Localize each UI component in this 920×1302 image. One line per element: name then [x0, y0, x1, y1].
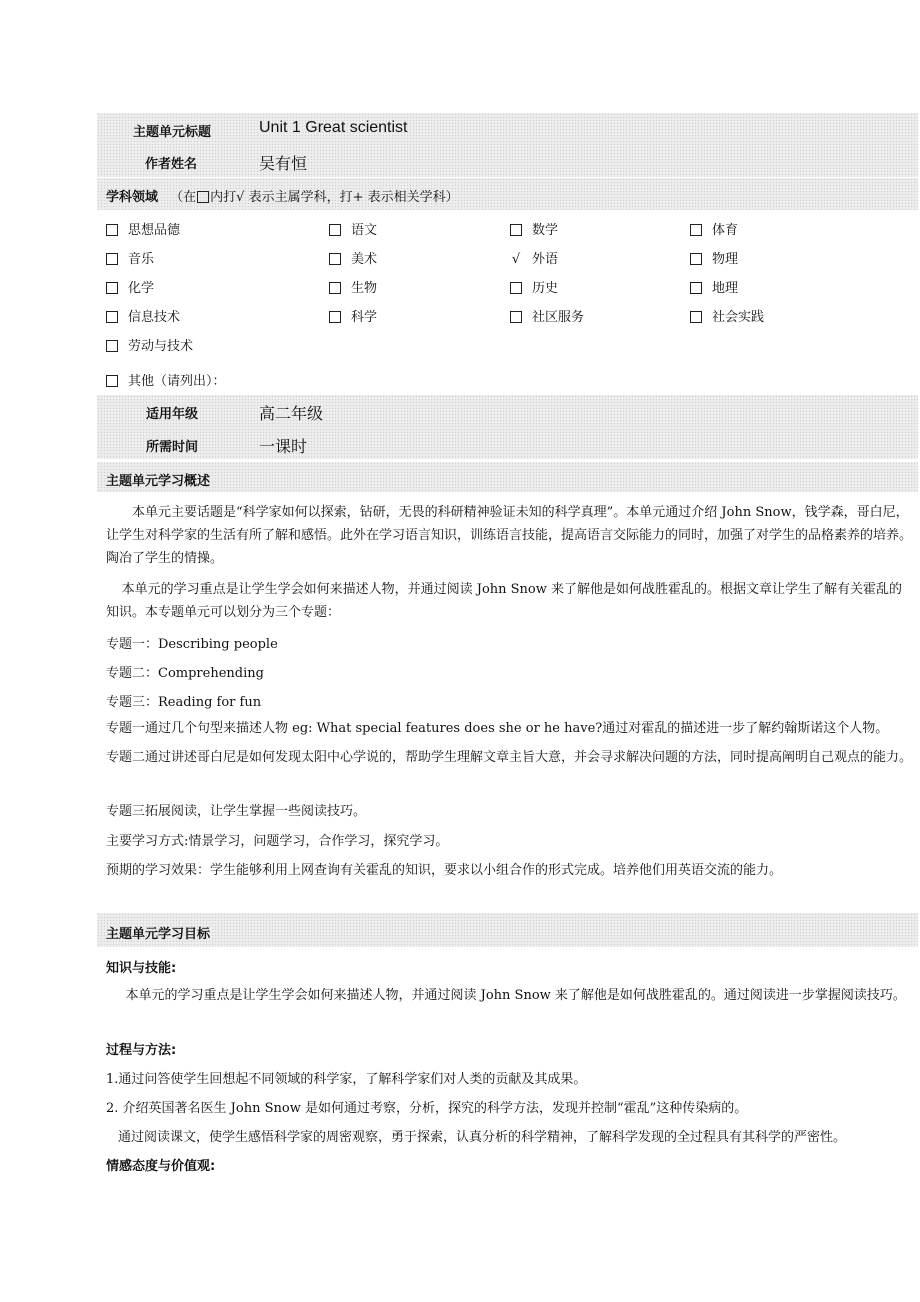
subject-option[interactable]: [510, 219, 558, 238]
learning-methods: 主要学习方式:情景学习，问题学习，合作学习，探究学习。: [106, 834, 449, 849]
subject-option[interactable]: [690, 277, 738, 296]
subject-option-label: 社会实践: [712, 310, 765, 325]
checkbox-icon[interactable]: [106, 282, 118, 294]
checkbox-icon[interactable]: [510, 224, 522, 236]
subject-other-label: 其他（请列出）：: [128, 374, 226, 389]
subject-option[interactable]: [106, 306, 180, 325]
checkbox-icon[interactable]: [690, 224, 702, 236]
subject-option-label: 生物: [351, 281, 378, 296]
subject-option[interactable]: [329, 277, 377, 296]
checkbox-icon[interactable]: [329, 253, 341, 265]
subject-option-label: 外语: [532, 252, 559, 267]
checkbox-icon[interactable]: [690, 282, 702, 294]
subject-option[interactable]: [106, 219, 180, 238]
checkbox-icon[interactable]: [690, 253, 702, 265]
overview-para-1: 本单元主要话题是“科学家如何以探索，钻研，无畏的科研精神验证未知的科学真理”。本单元通过介绍 John Snow，钱学森，哥白尼，让学生对科学家的生活有所了解和感悟。此外在学习语言知识，训练语言技能，提高语言交际能力的同时，加强了对学生的品格素养的培养。陶冶了学生的情操。: [106, 505, 913, 566]
grade-time-shade: [97, 395, 918, 459]
time-label: 所需时间: [146, 440, 199, 455]
topic-3-desc: 专题三拓展阅读，让学生掌握一些阅读技巧。: [106, 804, 367, 819]
process-item-1: 1.通过问答使学生回想起不同领域的科学家，了解科学家们对人类的贡献及其成果。: [106, 1072, 587, 1087]
checkbox-icon[interactable]: [106, 311, 118, 323]
subject-other: [106, 370, 226, 389]
process-item-3: 通过阅读课文，使学生感悟科学家的周密观察，勇于探索，认真分析的科学精神，了解科学发现的全过程具有其科学的严密性。: [118, 1130, 847, 1145]
grade-label: 适用年级: [146, 407, 199, 422]
subject-option[interactable]: [510, 277, 558, 296]
unit-title-value: Unit 1 Great scientist: [259, 119, 408, 136]
checkbox-other[interactable]: [106, 375, 118, 387]
checkmark-icon[interactable]: √: [511, 252, 521, 267]
subject-option-label: 信息技术: [128, 310, 181, 325]
subject-option[interactable]: [329, 248, 377, 267]
checkbox-icon[interactable]: [329, 311, 341, 323]
subject-option[interactable]: [510, 248, 558, 267]
subject-option-label: 思想品德: [128, 223, 181, 238]
subject-option[interactable]: [690, 219, 738, 238]
subject-option[interactable]: [106, 248, 154, 267]
subject-option-label: 美术: [351, 252, 378, 267]
topic-1-desc: 专题一通过几个句型来描述人物 eg: What special features does she or he have?通过对霍乱的描述进一步了解约翰斯诺这个人物。: [106, 721, 889, 736]
goals-heading-shade: [97, 913, 918, 947]
subject-option-label: 历史: [532, 281, 559, 296]
subject-option[interactable]: [106, 277, 154, 296]
subject-option[interactable]: [329, 219, 377, 238]
author-value: 吴有恒: [259, 154, 308, 173]
expected-effect: 预期的学习效果：学生能够利用上网查询有关霍乱的知识，要求以小组合作的形式完成。培养他们用英语交流的能力。: [106, 863, 783, 878]
overview-para-2: 本单元的学习重点是让学生学会如何来描述人物，并通过阅读 John Snow 来了解他是如何战胜霍乱的。根据文章让学生了解有关霍乱的知识。本专题单元可以划分为三个专题：: [106, 582, 903, 620]
subject-option-label: 数学: [532, 223, 559, 238]
goals-heading: 主题单元学习目标: [106, 927, 211, 942]
subject-option-label: 物理: [712, 252, 739, 267]
subject-option[interactable]: [106, 335, 193, 354]
subject-note-before: （在: [170, 190, 197, 205]
subject-option[interactable]: [510, 306, 584, 325]
process-heading: 过程与方法:: [106, 1043, 177, 1058]
subject-option[interactable]: [690, 306, 764, 325]
topic-3: 专题三：Reading for fun: [106, 695, 262, 710]
knowledge-text: 本单元的学习重点是让学生学会如何来描述人物，并通过阅读 John Snow 来了解他是如何战胜霍乱的。通过阅读进一步掌握阅读技巧。: [125, 988, 906, 1003]
subject-option-label: 音乐: [128, 252, 155, 267]
checkbox-sample-icon: [197, 191, 209, 203]
subject-option[interactable]: [690, 248, 738, 267]
checkbox-icon[interactable]: [690, 311, 702, 323]
unit-title-label: 主题单元标题: [133, 125, 212, 140]
subject-option-label: 体育: [712, 223, 739, 238]
subject-option-label: 化学: [128, 281, 155, 296]
checkbox-icon[interactable]: [106, 340, 118, 352]
subject-option-label: 地理: [712, 281, 739, 296]
attitude-heading: 情感态度与价值观:: [106, 1159, 216, 1174]
subject-note-after: 内打√ 表示主属学科，打+ 表示相关学科）: [210, 190, 459, 205]
grade-value: 高二年级: [259, 404, 324, 423]
overview-heading: 主题单元学习概述: [106, 474, 211, 489]
checkbox-icon[interactable]: [510, 282, 522, 294]
knowledge-heading: 知识与技能:: [106, 961, 177, 976]
process-item-2: 2. 介绍英国著名医生 John Snow 是如何通过考察，分析，探究的科学方法，发现并控制“霍乱”这种传染病的。: [106, 1101, 748, 1116]
subject-area-heading: [106, 186, 459, 205]
checkbox-icon[interactable]: [329, 224, 341, 236]
checkbox-icon[interactable]: [106, 224, 118, 236]
topic-2: 专题二：Comprehending: [106, 666, 264, 681]
author-label: 作者姓名: [145, 157, 198, 172]
subject-option-label: 社区服务: [532, 310, 585, 325]
topic-1: 专题一：Describing people: [106, 637, 278, 652]
subject-option-label: 语文: [351, 223, 378, 238]
time-value: 一课时: [259, 437, 308, 456]
subject-area-label: 学科领域: [106, 190, 159, 205]
topic-2-desc: 专题二通过讲述哥白尼是如何发现太阳中心学说的，帮助学生理解文章主旨大意，并会寻求解决问题的方法，同时提高阐明自己观点的能力。: [106, 750, 913, 765]
subject-option-label: 科学: [351, 310, 378, 325]
subject-option[interactable]: [329, 306, 377, 325]
checkbox-icon[interactable]: [106, 253, 118, 265]
header-shade: [97, 113, 918, 177]
checkbox-icon[interactable]: [510, 311, 522, 323]
overview-heading-shade: [97, 462, 918, 492]
subject-option-label: 劳动与技术: [128, 339, 194, 354]
checkbox-icon[interactable]: [329, 282, 341, 294]
